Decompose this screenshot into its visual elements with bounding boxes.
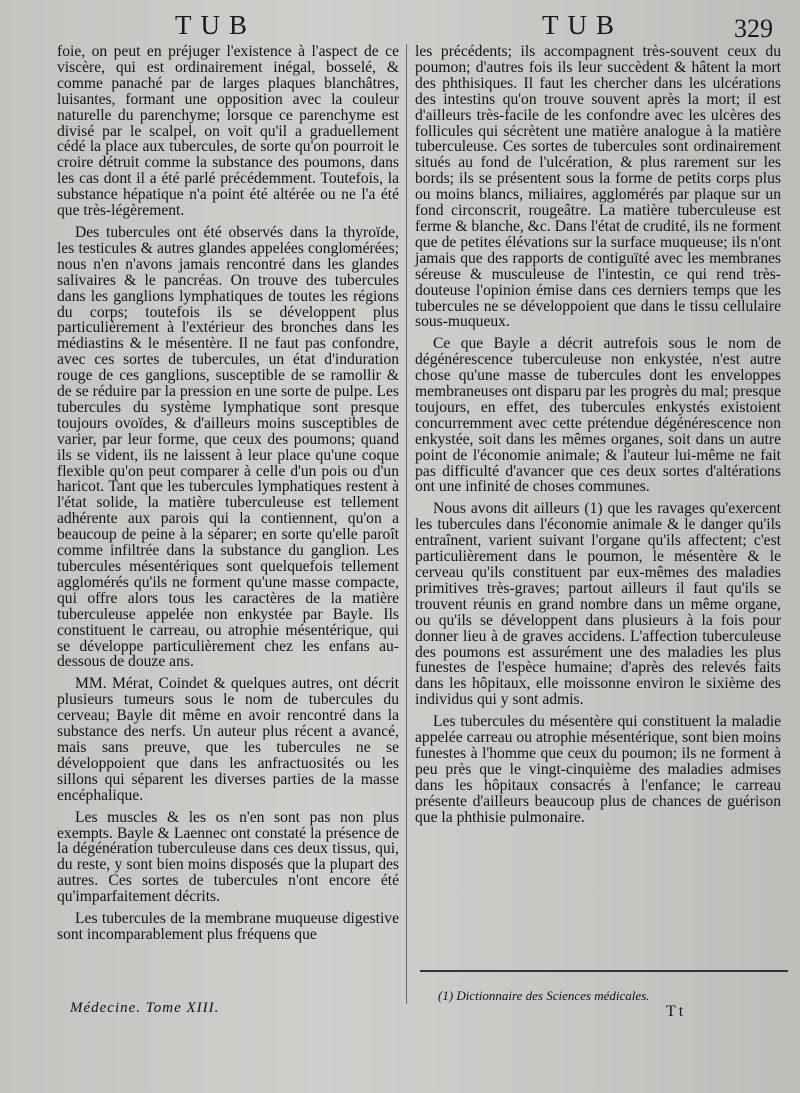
left-column — [57, 44, 399, 949]
paragraph: foie, on peut en préjuger l'existence à l'aspect de ce viscère, qui est ordinairement inégal, bosselé, & comme panaché par de larges plaques blanchâtres, luisantes, formant une opposition avec la couleur naturelle du parenchyme; lorsque ce parenchyme est divisé par le scalpel, on voit qu'il a graduellement cédé la place aux tubercules, de sorte qu'on pourroit le croire détruit comme la substance des poumons, dans les cas dont il a été parlé précédemment. Toutefois, la substance hépatique n'a point été altérée ou ne l'a été que très-légèrement. — [57, 43, 399, 220]
paragraph: Ce que Bayle a décrit autrefois sous le nom de dégénérescence tuberculeuse non enkystée, n'est autre chose qu'une masse de tubercules dont les enveloppes membraneuses ont disparu par les progrès du mal; presque toujours, en effet, des tubercules enkystés existoient concurremment avec cette prétendue dégénérescence non enkystée, soit dans les mêmes organes, soit dans un autre point de l'économie animale; & l'auteur lui-même ne fait pas difficulté d'avancer que ces deux sortes d'altérations ont une infinité de choses communes. — [415, 335, 781, 496]
paragraph: Nous avons dit ailleurs (1) que les ravages qu'exercent les tubercules dans l'économie animale & le danger qu'ils entraînent, varient suivant l'organe qu'ils affectent; c'est particulièrement dans le poumon, le mésentère & le cerveau qu'ils constituent par eux-mêmes des maladies primitives très-graves; partout ailleurs il faut qu'ils se trouvent réunis en grand nombre dans un même organe, ou qu'ils se développent dans plusieurs à la fois pour donner lieu à de graves accidens. L'affection tuberculeuse des poumons est assurément une des maladies les plus funestes de l'espèce humaine; d'après des relevés faits dans les hôpitaux, elle moissonne environ le sixième des individus qui y sont admis. — [415, 500, 781, 709]
signature-mark: Tt — [666, 1003, 687, 1020]
volume-signature: Médecine. Tome XIII. — [70, 1000, 220, 1016]
page-number: 329 — [734, 14, 773, 43]
running-head-left: TUB — [175, 10, 256, 40]
running-head-right: TUB — [542, 10, 623, 40]
paragraph: Les muscles & les os n'en sont pas non plus exempts. Bayle & Laennec ont constaté la présence de la dégénération tuberculeuse dans ces deux tissus, qui, du reste, y sont bien moins disposés que la plupart des autres. Ces sortes de tubercules n'ont encore été qu'imparfaitement décrits. — [57, 808, 399, 906]
right-column — [415, 44, 781, 832]
paragraph: Les tubercules du mésentère qui constituent la maladie appelée carreau ou atrophie mésentérique, sont bien moins funestes à l'homme que ceux du poumon; ils ne forment à peu près que le vingt-cinquième des maladies admises dans les hôpitaux consacrés à l'enfance; le carreau présente d'ailleurs beaucoup plus de chances de guérison que la phthisie pulmonaire. — [415, 713, 781, 826]
page-header — [0, 10, 800, 44]
paragraph: Les tubercules de la membrane muqueuse digestive sont incomparablement plus fréquens que — [57, 910, 399, 943]
paragraph: MM. Mérat, Coindet & quelques autres, ont décrit plusieurs tumeurs sous le nom de tubercules du cerveau; Bayle dit même en avoir rencontré dans la substance des nerfs. Un auteur plus récent a avancé, mais sans preuve, que les tubercules ne se développoient que dans les anfractuosités ou les sillons qui séparent les diverses parties de la masse encéphalique. — [57, 675, 399, 804]
paragraph: Des tubercules ont été observés dans la thyroïde, les testicules & autres glandes appelées conglomérées; nous n'en n'avons jamais rencontré dans les glandes salivaires & le pancréas. On trouve des tubercules dans les ganglions lymphatiques de toutes les régions du corps; toutefois ils se développent plus particulièrement à l'extérieur des bronches dans les médiastins & le mésentère. Il ne faut pas confondre, avec ces sortes de tubercules, un état d'induration rouge de ces ganglions, susceptible de se ramollir & de se réduire par la pression en une sorte de pulpe. Les tubercules du système lymphatique sont presque toujours ovoïdes, & d'ailleurs moins susceptibles de varier, par leur forme, que ceux des poumons; quand ils se vident, ils ne laissent à leur place qu'une coque flexible qu'on peut comparer à celle d'un pois ou d'un haricot. Tant que les tubercules lymphatiques restent à l'état solide, la matière tuberculeuse est tellement adhérente aux parois qui la contiennent, qu'on a beaucoup de peine à la séparer; en sorte qu'elle paroît comme infiltrée dans la substance du ganglion. Les tubercules mésentériques sont quelquefois tellement agglomérés qu'ils ne forment qu'une masse compacte, qui offre alors tous les caractères de la matière tuberculeuse appelée non enkystée par Bayle. Ils constituent le carreau, ou atrophie mésentérique, qui se développe particulièrement chez les enfans au-dessous de douze ans. — [57, 223, 399, 671]
footnote: (1) Dictionnaire des Sciences médicales. — [438, 988, 650, 1003]
paragraph: les précédents; ils accompagnent très-souvent ceux du poumon; d'autres fois ils leur succèdent & hâtent la mort des phthisiques. Il faut les chercher dans les ulcérations des intestins qu'on trouve souvent après la mort; il est d'ailleurs très-facile de les confondre avec les ulcères des follicules qui sécrètent une matière analogue à la matière tuberculeuse. Ces sortes de tubercules sont ordinairement situés au fond de l'ulcération, & plus rarement sur les bords; ils se présentent sous la forme de petits corps plus ou moins blancs, miliaires, agglomérés par plaque sur un fond circonscrit, rougeâtre. La matière tuberculeuse est ferme & blanche, &c. Dans l'état de crudité, ils ne forment que de petites élévations sur la surface muqueuse; ils n'ont jamais que des rapports de contiguïté avec les membranes séreuse & musculeuse de l'intestin, ce qui rend très-douteuse l'opinion émise dans ces derniers temps que les tubercules ne se développoient que dans le tissu cellulaire sous-muqueux. — [415, 43, 781, 331]
column-divider — [406, 44, 407, 1004]
footnote-rule — [420, 970, 788, 972]
